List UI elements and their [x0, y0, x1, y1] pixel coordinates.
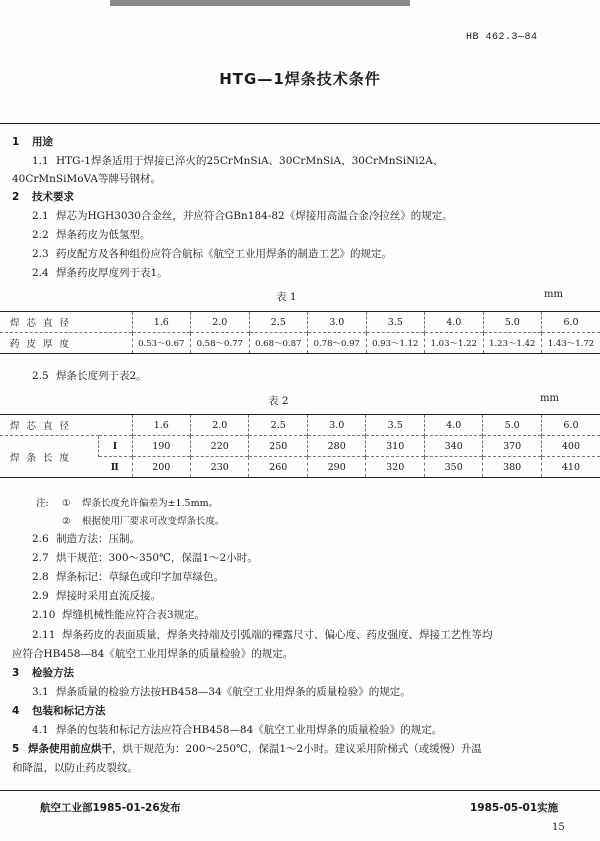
- length-cell: 370: [483, 436, 541, 457]
- diameter-cell: 4.0: [424, 415, 482, 436]
- table-2-diameter-row: [0, 415, 600, 436]
- diameter-cell: 6.0: [542, 312, 600, 333]
- standard-number: HB 462.3—84: [466, 32, 538, 43]
- diameter-cell: 3.0: [308, 312, 367, 333]
- para-1-1-cont: 40CrMnSiMoVA等牌号钢材。: [12, 173, 162, 185]
- para-3-1: 3.1 焊条质量的检验方法按HB458—34《航空工业用焊条的质量检验》的规定。: [32, 686, 411, 698]
- para-2-10: 2.10 焊缝机械性能应符合表3规定。: [32, 609, 206, 621]
- diameter-cell: 1.6: [132, 312, 191, 333]
- table-2-unit: mm: [540, 393, 559, 404]
- table-2-caption: 表 2: [268, 395, 289, 407]
- top-rule: [0, 123, 600, 124]
- para-2-1: 2.1 焊芯为HGH3030合金丝，并应符合GBn184-82《焊接用高温合金冷拉丝》的规定。: [32, 210, 453, 222]
- page-number: 15: [552, 822, 565, 833]
- para-1-1: 1.1 HTG-1焊条适用于焊接已淬火的25CrMnSiA、30CrMnSiA、30CrMnSiNi2A、: [32, 155, 444, 167]
- thickness-cell: 0.68～0.87: [249, 333, 308, 354]
- section-5-cont: 和降温，以防止药皮裂纹。: [12, 762, 138, 774]
- para-2-11-cont: 应符合HB458—84《航空工业用焊条的质量检验》的规定。: [12, 648, 294, 660]
- length-cell: 340: [424, 436, 482, 457]
- note-2: ② 根据使用厂要求可改变焊条长度。: [62, 516, 225, 527]
- length-cell: 350: [424, 457, 482, 478]
- para-2-4: 2.4 焊条药皮厚度列于表1。: [32, 267, 168, 279]
- length-cell: 380: [483, 457, 541, 478]
- table-2-type-1-row: [0, 436, 600, 457]
- row-label: 焊芯直径: [0, 415, 132, 436]
- para-2-2: 2.2 焊条药皮为低氢型。: [32, 229, 151, 241]
- section-3-heading: 3 检验方法: [12, 667, 74, 679]
- length-cell: 410: [541, 457, 600, 478]
- length-cell: 400: [541, 436, 600, 457]
- length-cell: 190: [132, 436, 190, 457]
- diameter-cell: 4.0: [425, 312, 484, 333]
- para-2-6: 2.6 制造方法：压制。: [32, 533, 140, 545]
- length-cell: 230: [191, 457, 249, 478]
- thickness-cell: 0.53～0.67: [132, 333, 191, 354]
- diameter-cell: 6.0: [541, 415, 600, 436]
- para-2-8: 2.8 焊条标记：草绿色或印字加草绿色。: [32, 571, 224, 583]
- length-cell: 280: [307, 436, 365, 457]
- thickness-cell: 0.78～0.97: [308, 333, 367, 354]
- section-1-heading: 1 用途: [12, 136, 53, 148]
- table-1-thickness-row: [0, 333, 600, 354]
- diameter-cell: 5.0: [483, 312, 542, 333]
- table-1-diameter-row: [0, 312, 600, 333]
- length-cell: 290: [307, 457, 365, 478]
- length-cell: 320: [366, 457, 424, 478]
- para-4-1: 4.1 焊条的包装和标记方法应符合HB458—84《航空工业用焊条的质量检验》的规定。: [32, 724, 443, 736]
- thickness-cell: 0.93～1.12: [366, 333, 425, 354]
- length-cell: 200: [132, 457, 190, 478]
- table-2: [0, 414, 600, 478]
- length-cell: 250: [249, 436, 307, 457]
- section-4-heading: 4 包装和标记方法: [12, 705, 106, 717]
- thickness-cell: 1.43～1.72: [542, 333, 600, 354]
- diameter-cell: 3.5: [366, 312, 425, 333]
- table-1: [0, 311, 600, 354]
- length-cell: 260: [249, 457, 307, 478]
- issue-date: 航空工业部1985-01-26发布: [40, 802, 181, 814]
- para-2-9: 2.9 焊接时采用直流反接。: [32, 590, 161, 602]
- diameter-cell: 5.0: [483, 415, 541, 436]
- diameter-cell: 3.0: [307, 415, 365, 436]
- document-title: HTG—1焊条技术条件: [219, 70, 381, 88]
- para-2-5: 2.5 焊条长度列于表2。: [32, 370, 147, 382]
- type-label: Ⅱ: [98, 457, 132, 478]
- diameter-cell: 3.5: [366, 415, 424, 436]
- row-label: 药皮厚度: [0, 333, 132, 354]
- thickness-cell: 1.03～1.22: [425, 333, 484, 354]
- length-cell: 310: [366, 436, 424, 457]
- para-2-7: 2.7 烘干规范：300～350℃，保温1～2小时。: [32, 552, 258, 564]
- note-1: 注: ① 焊条长度允许偏差为±1.5mm。: [36, 498, 219, 509]
- section-2-heading: 2 技术要求: [12, 191, 74, 203]
- diameter-cell: 2.5: [249, 312, 308, 333]
- thickness-cell: 1.23～1.42: [483, 333, 542, 354]
- bottom-rule: [0, 790, 600, 791]
- diameter-cell: 2.5: [249, 415, 307, 436]
- diameter-cell: 1.6: [132, 415, 190, 436]
- section-5-paragraph: 5 焊条使用前应烘干，烘干规范为：200～250℃，保温1～2小时。建议采用阶梯式（或缓慢）升温: [12, 743, 482, 755]
- type-label: Ⅰ: [98, 436, 132, 457]
- para-2-11: 2.11 焊条药皮的表面质量，焊条夹持端及引弧端的裸露尺寸、偏心度、药皮强度、焊接工艺性等均: [32, 629, 493, 641]
- thickness-cell: 0.58～0.77: [191, 333, 250, 354]
- length-cell: 220: [191, 436, 249, 457]
- header-band: [110, 0, 410, 6]
- effective-date: 1985-05-01实施: [470, 802, 559, 814]
- table-1-caption: 表 1: [276, 291, 297, 303]
- diameter-cell: 2.0: [191, 312, 250, 333]
- table-1-unit: mm: [544, 289, 563, 300]
- para-2-3: 2.3 药皮配方及各种组份应符合航标《航空工业用焊条的制造工艺》的规定。: [32, 248, 392, 260]
- row-label: 焊条长度: [0, 436, 98, 478]
- row-label: 焊芯直径: [0, 312, 132, 333]
- diameter-cell: 2.0: [191, 415, 249, 436]
